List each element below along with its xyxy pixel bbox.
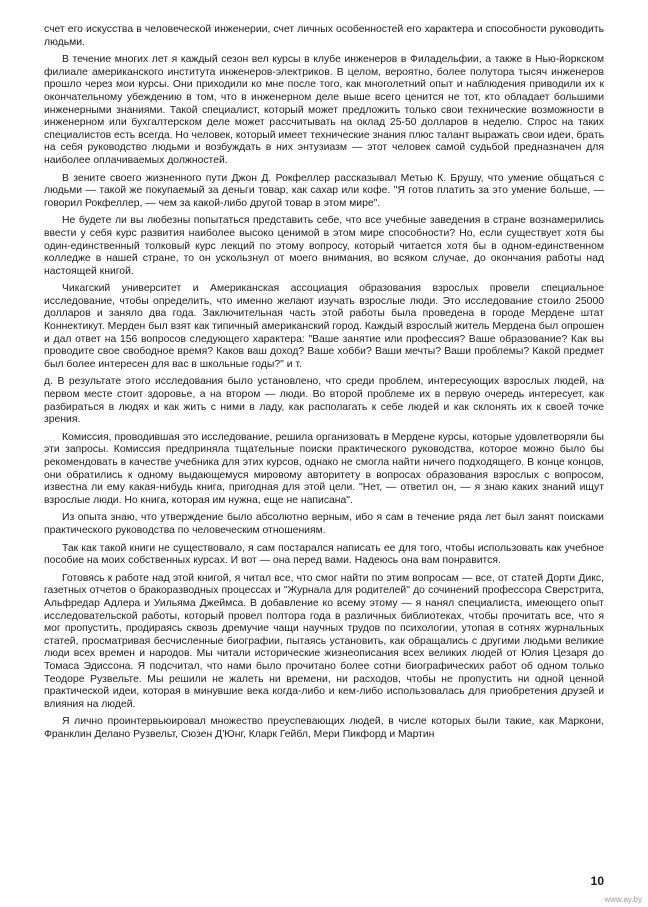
paragraph-9: Так как такой книги не существовало, я сам постарался написать ее для того, чтобы использовать как учебное пособие на моих собственных курсах. И вот — она перед вами. Надеюсь она вам понравится. bbox=[44, 542, 604, 567]
paragraph-11: Я лично проинтервьюировал множество преуспевающих людей, в числе которых были такие, как Маркони, Франклин Делано Рузвельт, Сюзен Д'Юнг, Кларк Гейбл, Мери Пикфорд и Мартин bbox=[44, 716, 604, 740]
paragraph-3: В зените своего жизненного пути Джон Д. Рокфеллер рассказывал Метью К. Брушу, что умение общаться с людьми — такой же покупаемый за деньги товар, как сахар или кофе. "Я готов платить за это умение больше, — говорил Рокфеллер, — чем за какой-либо другой товар в этом мире". bbox=[44, 172, 604, 209]
paragraph-1: счет его искусства в человеческой инженерии, счет личных особенностей его характера и способности руководить людьми. bbox=[44, 24, 604, 48]
paragraph-8: Из опыта знаю, что утверждение было абсолютно верным, ибо я сам в течение ряда лет был занят поисками практического руководства по человеческим отношениям. bbox=[44, 512, 604, 536]
watermark: www.ay.by bbox=[604, 895, 642, 904]
paragraph-7: Комиссия, проводившая это исследование, решила организовать в Мердене курсы, которые удовлетворяли бы эти запросы. Комиссия предприняла тщательные поиски практического руководства, которое можно было бы рекомендовать в качестве учебника для этих курсов, однако не смогла найти ничего подходящего. В конце концов, они обратились к одному выдающемуся мировому авторитету в вопросах образования взрослых с вопросом, известна ли ему какая-нибудь книга, пригодная для этой цели. "Нет, — ответил он, — я знаю каких знаний ищут взрослые люди. Но книга, которая им нужна, еще не написана". bbox=[44, 431, 604, 506]
paragraph-2: В течение многих лет я каждый сезон вел курсы в клубе инженеров в Филадельфии, а также в Нью-йоркском филиале американского института инженеров-электриков. В целом, вероятно, более полутора тысяч инженеров прошло через мои курсы. Они приходили ко мне после того, как многолетний опыт и наблюдения приводили их к окончательному убеждению в том, что в инженерном деле выше всего ценится не тот, кто обладает большими инженерными знаниями. Такой специалист, который может предложить только свои технические возможности в инженерном или бухгалтерском деле может рассчитывать на оклад 25-50 долларов в неделю. Спрос на таких специалистов есть всегда. Но человек, который имеет технические знания плюс талант выражать свои идеи, брать на себя руководство людьми и возбуждать в них энтузиазм — этот человек самой судьбой предназначен для наиболее оплачиваемых должностей. bbox=[44, 54, 604, 166]
paragraph-10: Готовясь к работе над этой книгой, я читал все, что смог найти по этим вопросам — все, от статей Дорти Дикс, газетных отчетов о бракоразводных процессах и "Журнала для родителей" до сочинений профессора Сверстрита, Альфредар Адлера и Уильяма Джеймса. В добавление ко всему этому — я нанял специалиста, имеющего опыт исследовательской работы, который провел полтора года в различных библиотеках, чтобы прочитать все, что я мог пропустить, продираясь сквозь дремучие чащи научных трудов по психологии, утопая в сотнях журнальных статей, просматривая бесчисленные биографии, пытаясь установить, как обращались с другими людьми великие люди всех времен и народов. Мы читали исторические жизнеописания всех великих людей от Юлия Цезаря до Томаса Эдиссона. Я подсчитал, что нами было прочитано более сотни биографических работ об одном только Теодоре Рузвельте. Мы решили не жалеть ни времени, ни расходов, чтобы не пропустить ни одной ценной практической идеи, которая в минувшие века когда-либо и кем-либо использовалась для приобретения друзей и влияния на людей. bbox=[44, 572, 604, 710]
paragraph-5: Чикагский университет и Американская ассоциация образования взрослых провели специальное исследование, чтобы определить, что именно желают изучать взрослые люди. Это исследование стоило 25000 долларов и заняло два года. Заключительная часть этой работы была проведена в городе Мердене штат Коннектикут. Мерден был взят как типичный американский город. Каждый взрослый житель Мердена был опрошен и дал ответ на 156 вопросов следующего характера: "Ваше занятие или профессия? Ваше образование? Как вы проводите свое свободное время? Каков ваш доход? Ваше хобби? Ваши мечты? Ваши проблемы? Какой предмет был более интересен для вас в школьные годы?" и т. bbox=[44, 283, 604, 370]
paragraph-6: д. В результате этого исследования было установлено, что среди проблем, интересующих взрослых людей, на первом месте стоит здоровье, а на втором — люди. Во второй проблеме их в первую очередь интересует, как разбираться в людях и как жить с ними в ладу, как располагать к себе людей и как склонять их к своей точке зрения. bbox=[44, 376, 604, 426]
paragraph-4: Не будете ли вы любезны попытаться представить себе, что все учебные заведения в стране вознамерились ввести у себя курс развития наиболее высоко ценимой в этом мире способности? Но, если существует хотя бы один-единственный толковый курс лекций по этому вопросу, который читается хотя бы в одном-единственном колледже в нашей стране, то он ускользнул от моего внимания, во всяком случае, до окончания работы над настоящей книгой. bbox=[44, 215, 604, 277]
page-number: 10 bbox=[590, 874, 604, 888]
